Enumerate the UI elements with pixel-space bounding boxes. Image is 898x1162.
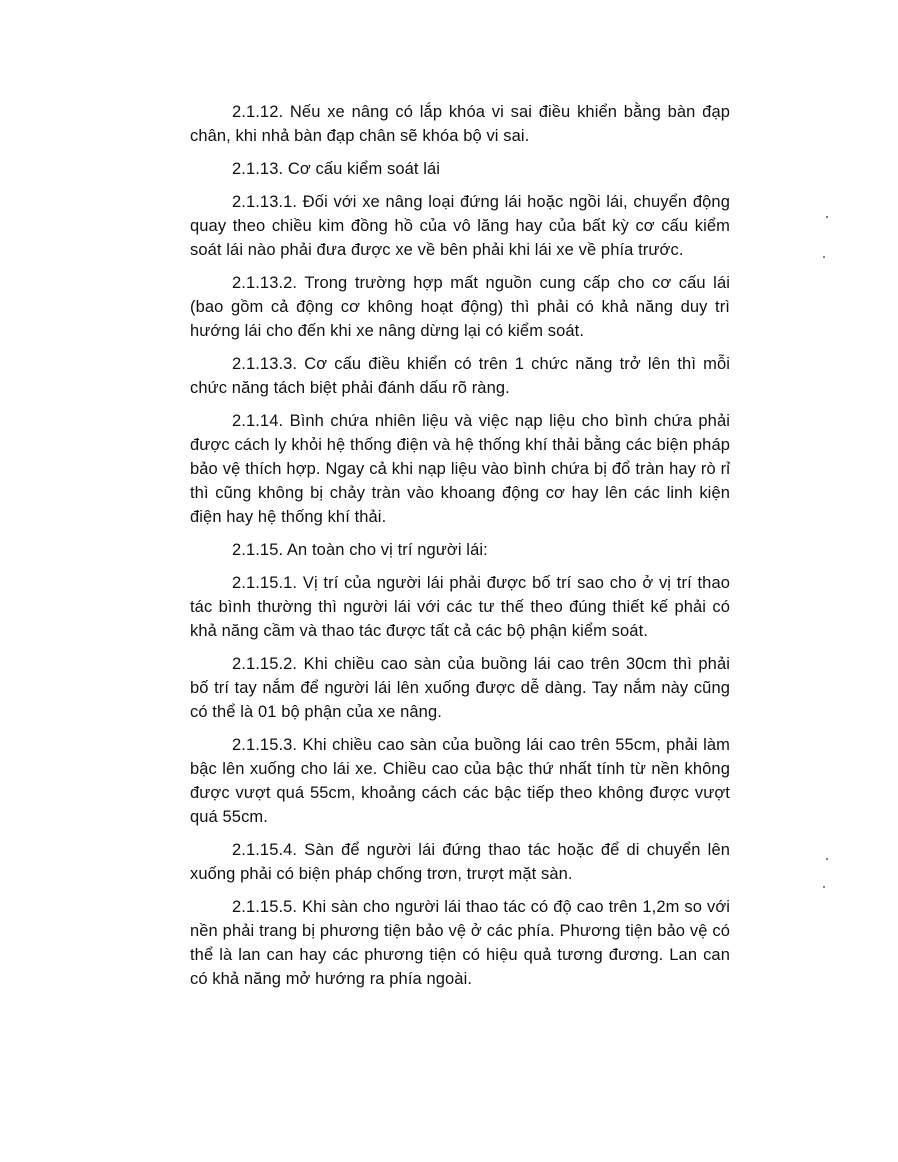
scan-speck (823, 886, 825, 888)
scan-speck (826, 858, 828, 860)
scan-speck (826, 216, 828, 218)
paragraph-2-1-13-3: 2.1.13.3. Cơ cấu điều khiển có trên 1 chức năng trở lên thì mỗi chức năng tách biệt phải đánh dấu rõ ràng. (190, 355, 730, 397)
paragraph-2-1-15-2: 2.1.15.2. Khi chiều cao sàn của buồng lái cao trên 30cm thì phải bố trí tay nắm để người lái lên xuống được dễ dàng. Tay nắm này cũng có thể là 01 bộ phận của xe nâng. (190, 655, 730, 721)
document-body (190, 100, 730, 1000)
scan-speck (823, 256, 825, 258)
paragraph-2-1-13-1: 2.1.13.1. Đối với xe nâng loại đứng lái hoặc ngồi lái, chuyển động quay theo chiều kim đồng hồ của vô lăng hay của bất kỳ cơ cấu kiểm soát lái nào phải đưa được xe về bên phải khi lái xe về phía trước. (190, 193, 730, 259)
paragraph-2-1-15-3: 2.1.15.3. Khi chiều cao sàn của buồng lái cao trên 55cm, phải làm bậc lên xuống cho lái xe. Chiều cao của bậc thứ nhất tính từ nền không được vượt quá 55cm, khoảng cách các bậc tiếp theo không được vượt quá 55cm. (190, 736, 730, 826)
paragraph-2-1-14: 2.1.14. Bình chứa nhiên liệu và việc nạp liệu cho bình chứa phải được cách ly khỏi hệ thống điện và hệ thống khí thải bằng các biện pháp bảo vệ thích hợp. Ngay cả khi nạp liệu vào bình chứa bị đổ tràn hay rò rỉ thì cũng không bị chảy tràn vào khoang động cơ hay lên các linh kiện điện hay hệ thống khí thải. (190, 412, 730, 526)
paragraph-2-1-15: 2.1.15. An toàn cho vị trí người lái: (232, 541, 488, 559)
paragraph-2-1-13-2: 2.1.13.2. Trong trường hợp mất nguồn cung cấp cho cơ cấu lái (bao gồm cả động cơ không hoạt động) thì phải có khả năng duy trì hướng lái cho đến khi xe nâng dừng lại có kiểm soát. (190, 274, 730, 340)
paragraph-2-1-12: 2.1.12. Nếu xe nâng có lắp khóa vi sai điều khiển bằng bàn đạp chân, khi nhả bàn đạp chân sẽ khóa bộ vi sai. (190, 103, 730, 145)
paragraph-2-1-15-4: 2.1.15.4. Sàn để người lái đứng thao tác hoặc để di chuyển lên xuống phải có biện pháp chống trơn, trượt mặt sàn. (190, 841, 730, 883)
paragraph-2-1-13: 2.1.13. Cơ cấu kiểm soát lái (232, 160, 441, 178)
paragraph-2-1-15-5: 2.1.15.5. Khi sàn cho người lái thao tác có độ cao trên 1,2m so với nền phải trang bị phương tiện bảo vệ ở các phía. Phương tiện bảo vệ có thể là lan can hay các phương tiện có hiệu quả tương đương. Lan can có khả năng mở hướng ra phía ngoài. (190, 898, 730, 988)
paragraph-2-1-15-1: 2.1.15.1. Vị trí của người lái phải được bố trí sao cho ở vị trí thao tác bình thường thì người lái với các tư thế theo đúng thiết kế phải có khả năng cầm và thao tác được tất cả các bộ phận kiểm soát. (190, 574, 730, 640)
